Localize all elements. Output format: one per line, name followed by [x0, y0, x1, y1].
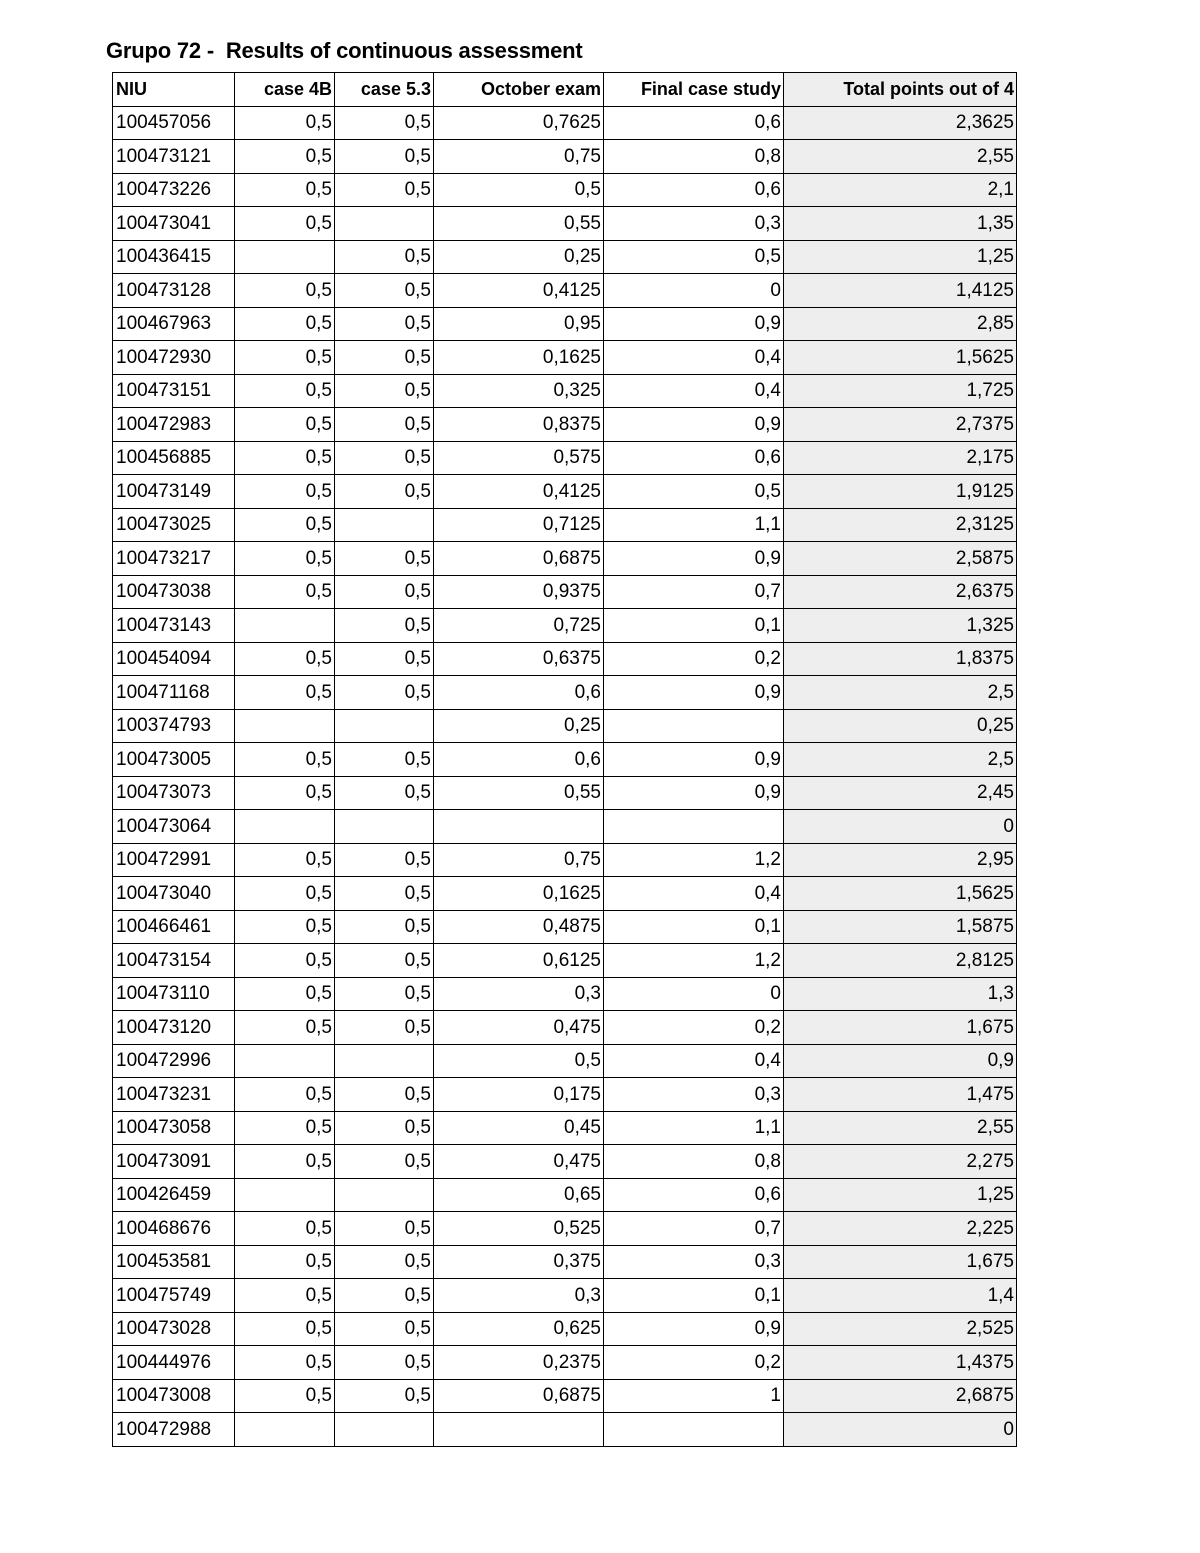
niu-cell: 100475749: [113, 1279, 235, 1313]
final-case-study-cell: 0,9: [604, 776, 784, 810]
october-exam-cell: 0,9375: [434, 575, 604, 609]
total-points-cell: 1,25: [784, 1178, 1017, 1212]
table-row: [113, 374, 1017, 408]
october-exam-cell: 0,6: [434, 743, 604, 777]
niu-cell: 100473226: [113, 173, 235, 207]
niu-cell: 100473120: [113, 1011, 235, 1045]
october-exam-cell: 0,1625: [434, 341, 604, 375]
case-4b-cell: 0,5: [235, 1212, 335, 1246]
table-row: [113, 274, 1017, 308]
case-4b-cell: 0,5: [235, 1312, 335, 1346]
table-row: [113, 944, 1017, 978]
table-row: [113, 1212, 1017, 1246]
october-exam-cell: 0,25: [434, 709, 604, 743]
total-points-cell: 2,275: [784, 1145, 1017, 1179]
final-case-study-cell: 0,9: [604, 307, 784, 341]
final-case-study-cell: 0,6: [604, 1178, 784, 1212]
case-5-3-cell: [335, 810, 434, 844]
case-5-3-cell: 0,5: [335, 1078, 434, 1112]
total-points-cell: 2,3125: [784, 508, 1017, 542]
october-exam-cell: 0,55: [434, 776, 604, 810]
table-row: [113, 609, 1017, 643]
total-points-cell: 1,4375: [784, 1346, 1017, 1380]
october-exam-cell: 0,75: [434, 843, 604, 877]
case-5-3-cell: [335, 1044, 434, 1078]
table-row: [113, 1279, 1017, 1313]
total-points-cell: 1,675: [784, 1245, 1017, 1279]
total-points-cell: 2,85: [784, 307, 1017, 341]
case-4b-cell: 0,5: [235, 910, 335, 944]
table-row: [113, 843, 1017, 877]
table-row: [113, 106, 1017, 140]
total-points-cell: 0: [784, 810, 1017, 844]
case-5-3-cell: 0,5: [335, 877, 434, 911]
table-row: [113, 743, 1017, 777]
case-5-3-cell: 0,5: [335, 944, 434, 978]
october-exam-cell: 0,7625: [434, 106, 604, 140]
table-row: [113, 977, 1017, 1011]
niu-cell: 100444976: [113, 1346, 235, 1380]
column-header-final-case-study: Final case study: [604, 73, 784, 107]
case-4b-cell: 0,5: [235, 1078, 335, 1112]
case-4b-cell: [235, 709, 335, 743]
table-row: [113, 475, 1017, 509]
case-4b-cell: [235, 240, 335, 274]
final-case-study-cell: 0,3: [604, 207, 784, 241]
table-row: [113, 441, 1017, 475]
total-points-cell: 1,5625: [784, 877, 1017, 911]
niu-cell: 100426459: [113, 1178, 235, 1212]
october-exam-cell: 0,6375: [434, 642, 604, 676]
october-exam-cell: 0,45: [434, 1111, 604, 1145]
final-case-study-cell: 0,6: [604, 173, 784, 207]
table-row: [113, 642, 1017, 676]
case-4b-cell: 0,5: [235, 1145, 335, 1179]
niu-cell: 100472930: [113, 341, 235, 375]
final-case-study-cell: 0,6: [604, 106, 784, 140]
october-exam-cell: 0,6125: [434, 944, 604, 978]
table-row: [113, 709, 1017, 743]
niu-cell: 100473073: [113, 776, 235, 810]
table-header-row: [113, 73, 1017, 107]
case-4b-cell: 0,5: [235, 542, 335, 576]
table-row: [113, 877, 1017, 911]
table-row: [113, 341, 1017, 375]
case-5-3-cell: 0,5: [335, 1111, 434, 1145]
niu-cell: 100473231: [113, 1078, 235, 1112]
case-5-3-cell: 0,5: [335, 743, 434, 777]
table-row: [113, 240, 1017, 274]
final-case-study-cell: 1: [604, 1379, 784, 1413]
october-exam-cell: 0,4125: [434, 475, 604, 509]
final-case-study-cell: 0,3: [604, 1245, 784, 1279]
table-row: [113, 1145, 1017, 1179]
total-points-cell: 1,475: [784, 1078, 1017, 1112]
october-exam-cell: 0,65: [434, 1178, 604, 1212]
case-5-3-cell: 0,5: [335, 173, 434, 207]
october-exam-cell: 0,5: [434, 173, 604, 207]
niu-cell: 100473005: [113, 743, 235, 777]
case-5-3-cell: 0,5: [335, 575, 434, 609]
october-exam-cell: 0,6875: [434, 1379, 604, 1413]
niu-cell: 100454094: [113, 642, 235, 676]
october-exam-cell: 0,575: [434, 441, 604, 475]
case-4b-cell: 0,5: [235, 977, 335, 1011]
niu-cell: 100473143: [113, 609, 235, 643]
niu-cell: 100453581: [113, 1245, 235, 1279]
total-points-cell: 2,5: [784, 676, 1017, 710]
case-5-3-cell: 0,5: [335, 1312, 434, 1346]
niu-cell: 100473058: [113, 1111, 235, 1145]
final-case-study-cell: 0,9: [604, 676, 784, 710]
column-header-october-exam: October exam: [434, 73, 604, 107]
october-exam-cell: 0,55: [434, 207, 604, 241]
case-4b-cell: [235, 810, 335, 844]
case-5-3-cell: 0,5: [335, 106, 434, 140]
case-5-3-cell: [335, 508, 434, 542]
niu-cell: 100472988: [113, 1413, 235, 1447]
table-row: [113, 542, 1017, 576]
case-5-3-cell: 0,5: [335, 274, 434, 308]
case-5-3-cell: 0,5: [335, 1279, 434, 1313]
case-4b-cell: 0,5: [235, 743, 335, 777]
case-4b-cell: 0,5: [235, 106, 335, 140]
october-exam-cell: 0,6875: [434, 542, 604, 576]
october-exam-cell: 0,525: [434, 1212, 604, 1246]
case-4b-cell: 0,5: [235, 307, 335, 341]
niu-cell: 100473040: [113, 877, 235, 911]
niu-cell: 100468676: [113, 1212, 235, 1246]
final-case-study-cell: 0,5: [604, 240, 784, 274]
niu-cell: 100467963: [113, 307, 235, 341]
total-points-cell: 1,325: [784, 609, 1017, 643]
case-4b-cell: 0,5: [235, 676, 335, 710]
case-4b-cell: 0,5: [235, 1379, 335, 1413]
final-case-study-cell: 0,2: [604, 1346, 784, 1380]
case-5-3-cell: 0,5: [335, 140, 434, 174]
table-row: [113, 676, 1017, 710]
october-exam-cell: 0,475: [434, 1011, 604, 1045]
table-row: [113, 1078, 1017, 1112]
case-5-3-cell: 0,5: [335, 1379, 434, 1413]
results-table: [112, 72, 1017, 1447]
case-4b-cell: [235, 609, 335, 643]
final-case-study-cell: [604, 810, 784, 844]
total-points-cell: 2,55: [784, 140, 1017, 174]
case-4b-cell: 0,5: [235, 575, 335, 609]
final-case-study-cell: 0,9: [604, 408, 784, 442]
case-5-3-cell: 0,5: [335, 1011, 434, 1045]
table-row: [113, 1413, 1017, 1447]
niu-cell: 100473217: [113, 542, 235, 576]
case-5-3-cell: 0,5: [335, 408, 434, 442]
niu-cell: 100473041: [113, 207, 235, 241]
october-exam-cell: 0,7125: [434, 508, 604, 542]
total-points-cell: 2,6875: [784, 1379, 1017, 1413]
total-points-cell: 1,8375: [784, 642, 1017, 676]
niu-cell: 100473038: [113, 575, 235, 609]
table-row: [113, 1312, 1017, 1346]
final-case-study-cell: 1,2: [604, 843, 784, 877]
total-points-cell: 1,4: [784, 1279, 1017, 1313]
niu-cell: 100456885: [113, 441, 235, 475]
october-exam-cell: [434, 810, 604, 844]
niu-cell: 100473064: [113, 810, 235, 844]
table-row: [113, 307, 1017, 341]
october-exam-cell: 0,3: [434, 977, 604, 1011]
october-exam-cell: 0,725: [434, 609, 604, 643]
case-4b-cell: 0,5: [235, 776, 335, 810]
case-4b-cell: 0,5: [235, 1111, 335, 1145]
case-5-3-cell: 0,5: [335, 1245, 434, 1279]
total-points-cell: 2,7375: [784, 408, 1017, 442]
niu-cell: 100471168: [113, 676, 235, 710]
final-case-study-cell: 0,3: [604, 1078, 784, 1112]
total-points-cell: 2,55: [784, 1111, 1017, 1145]
total-points-cell: 0: [784, 1413, 1017, 1447]
october-exam-cell: 0,1625: [434, 877, 604, 911]
case-5-3-cell: 0,5: [335, 374, 434, 408]
niu-cell: 100473028: [113, 1312, 235, 1346]
page-title: Grupo 72 - Results of continuous assessment: [106, 38, 583, 63]
table-row: [113, 1379, 1017, 1413]
case-5-3-cell: 0,5: [335, 977, 434, 1011]
total-points-cell: 1,35: [784, 207, 1017, 241]
total-points-cell: 1,9125: [784, 475, 1017, 509]
case-4b-cell: 0,5: [235, 374, 335, 408]
case-4b-cell: 0,5: [235, 642, 335, 676]
total-points-cell: 2,175: [784, 441, 1017, 475]
table-row: [113, 1346, 1017, 1380]
column-header-case-4b: case 4B: [235, 73, 335, 107]
final-case-study-cell: 0,4: [604, 374, 784, 408]
case-4b-cell: [235, 1413, 335, 1447]
case-4b-cell: 0,5: [235, 1346, 335, 1380]
october-exam-cell: 0,8375: [434, 408, 604, 442]
case-4b-cell: 0,5: [235, 441, 335, 475]
column-header-niu: NIU: [113, 73, 235, 107]
october-exam-cell: [434, 1413, 604, 1447]
table-row: [113, 575, 1017, 609]
case-5-3-cell: [335, 1178, 434, 1212]
case-5-3-cell: 0,5: [335, 910, 434, 944]
niu-cell: 100472983: [113, 408, 235, 442]
october-exam-cell: 0,6: [434, 676, 604, 710]
case-5-3-cell: 0,5: [335, 1145, 434, 1179]
case-5-3-cell: 0,5: [335, 642, 434, 676]
table-row: [113, 508, 1017, 542]
niu-cell: 100473128: [113, 274, 235, 308]
october-exam-cell: 0,475: [434, 1145, 604, 1179]
october-exam-cell: 0,25: [434, 240, 604, 274]
final-case-study-cell: 0,2: [604, 642, 784, 676]
table-row: [113, 408, 1017, 442]
table-row: [113, 776, 1017, 810]
final-case-study-cell: 0,4: [604, 877, 784, 911]
niu-cell: 100374793: [113, 709, 235, 743]
table-row: [113, 810, 1017, 844]
october-exam-cell: 0,625: [434, 1312, 604, 1346]
case-4b-cell: 0,5: [235, 475, 335, 509]
october-exam-cell: 0,325: [434, 374, 604, 408]
october-exam-cell: 0,3: [434, 1279, 604, 1313]
table-row: [113, 910, 1017, 944]
total-points-cell: 1,25: [784, 240, 1017, 274]
final-case-study-cell: 0,1: [604, 609, 784, 643]
total-points-cell: 2,95: [784, 843, 1017, 877]
total-points-cell: 1,4125: [784, 274, 1017, 308]
final-case-study-cell: 0,6: [604, 441, 784, 475]
case-4b-cell: [235, 1044, 335, 1078]
final-case-study-cell: [604, 709, 784, 743]
case-4b-cell: [235, 1178, 335, 1212]
table-row: [113, 1178, 1017, 1212]
total-points-cell: 2,5: [784, 743, 1017, 777]
case-4b-cell: 0,5: [235, 274, 335, 308]
case-5-3-cell: 0,5: [335, 441, 434, 475]
niu-cell: 100457056: [113, 106, 235, 140]
case-4b-cell: 0,5: [235, 508, 335, 542]
total-points-cell: 0,9: [784, 1044, 1017, 1078]
case-5-3-cell: 0,5: [335, 676, 434, 710]
final-case-study-cell: 0,9: [604, 1312, 784, 1346]
case-5-3-cell: 0,5: [335, 1346, 434, 1380]
final-case-study-cell: 0,9: [604, 542, 784, 576]
final-case-study-cell: 0,1: [604, 1279, 784, 1313]
total-points-cell: 2,45: [784, 776, 1017, 810]
october-exam-cell: 0,5: [434, 1044, 604, 1078]
total-points-cell: 1,3: [784, 977, 1017, 1011]
final-case-study-cell: 0,4: [604, 341, 784, 375]
october-exam-cell: 0,375: [434, 1245, 604, 1279]
case-4b-cell: 0,5: [235, 207, 335, 241]
total-points-cell: 2,225: [784, 1212, 1017, 1246]
column-header-total-points: Total points out of 4: [784, 73, 1017, 107]
total-points-cell: 1,725: [784, 374, 1017, 408]
case-4b-cell: 0,5: [235, 877, 335, 911]
case-5-3-cell: [335, 1413, 434, 1447]
niu-cell: 100473025: [113, 508, 235, 542]
october-exam-cell: 0,75: [434, 140, 604, 174]
niu-cell: 100473149: [113, 475, 235, 509]
case-4b-cell: 0,5: [235, 408, 335, 442]
final-case-study-cell: 1,1: [604, 508, 784, 542]
final-case-study-cell: 1,2: [604, 944, 784, 978]
final-case-study-cell: 0,7: [604, 575, 784, 609]
october-exam-cell: 0,175: [434, 1078, 604, 1112]
case-5-3-cell: 0,5: [335, 542, 434, 576]
case-5-3-cell: [335, 207, 434, 241]
niu-cell: 100473091: [113, 1145, 235, 1179]
case-5-3-cell: 0,5: [335, 240, 434, 274]
final-case-study-cell: 0,7: [604, 1212, 784, 1246]
october-exam-cell: 0,95: [434, 307, 604, 341]
table-row: [113, 207, 1017, 241]
total-points-cell: 2,5875: [784, 542, 1017, 576]
final-case-study-cell: 0,8: [604, 140, 784, 174]
table-body: [113, 106, 1017, 1446]
table-row: [113, 1111, 1017, 1145]
case-5-3-cell: 0,5: [335, 341, 434, 375]
total-points-cell: 0,25: [784, 709, 1017, 743]
total-points-cell: 2,3625: [784, 106, 1017, 140]
niu-cell: 100466461: [113, 910, 235, 944]
niu-cell: 100472996: [113, 1044, 235, 1078]
october-exam-cell: 0,4125: [434, 274, 604, 308]
niu-cell: 100473110: [113, 977, 235, 1011]
october-exam-cell: 0,4875: [434, 910, 604, 944]
case-4b-cell: 0,5: [235, 140, 335, 174]
niu-cell: 100473008: [113, 1379, 235, 1413]
total-points-cell: 2,6375: [784, 575, 1017, 609]
case-5-3-cell: 0,5: [335, 307, 434, 341]
total-points-cell: 2,525: [784, 1312, 1017, 1346]
column-header-case-5-3: case 5.3: [335, 73, 434, 107]
table-row: [113, 1044, 1017, 1078]
total-points-cell: 1,5625: [784, 341, 1017, 375]
case-5-3-cell: 0,5: [335, 609, 434, 643]
final-case-study-cell: 0,9: [604, 743, 784, 777]
table-row: [113, 1011, 1017, 1045]
final-case-study-cell: 0,4: [604, 1044, 784, 1078]
table-row: [113, 173, 1017, 207]
case-4b-cell: 0,5: [235, 1011, 335, 1045]
niu-cell: 100472991: [113, 843, 235, 877]
october-exam-cell: 0,2375: [434, 1346, 604, 1380]
final-case-study-cell: 0,2: [604, 1011, 784, 1045]
total-points-cell: 1,675: [784, 1011, 1017, 1045]
final-case-study-cell: [604, 1413, 784, 1447]
case-5-3-cell: 0,5: [335, 1212, 434, 1246]
niu-cell: 100436415: [113, 240, 235, 274]
total-points-cell: 2,8125: [784, 944, 1017, 978]
niu-cell: 100473121: [113, 140, 235, 174]
case-4b-cell: 0,5: [235, 1245, 335, 1279]
final-case-study-cell: 0,8: [604, 1145, 784, 1179]
total-points-cell: 1,5875: [784, 910, 1017, 944]
case-4b-cell: 0,5: [235, 173, 335, 207]
final-case-study-cell: 1,1: [604, 1111, 784, 1145]
case-5-3-cell: [335, 709, 434, 743]
final-case-study-cell: 0,5: [604, 475, 784, 509]
table-row: [113, 1245, 1017, 1279]
case-5-3-cell: 0,5: [335, 475, 434, 509]
final-case-study-cell: 0,1: [604, 910, 784, 944]
final-case-study-cell: 0: [604, 274, 784, 308]
case-5-3-cell: 0,5: [335, 776, 434, 810]
total-points-cell: 2,1: [784, 173, 1017, 207]
case-4b-cell: 0,5: [235, 944, 335, 978]
table-row: [113, 140, 1017, 174]
final-case-study-cell: 0: [604, 977, 784, 1011]
case-5-3-cell: 0,5: [335, 843, 434, 877]
case-4b-cell: 0,5: [235, 1279, 335, 1313]
case-4b-cell: 0,5: [235, 341, 335, 375]
case-4b-cell: 0,5: [235, 843, 335, 877]
niu-cell: 100473151: [113, 374, 235, 408]
niu-cell: 100473154: [113, 944, 235, 978]
